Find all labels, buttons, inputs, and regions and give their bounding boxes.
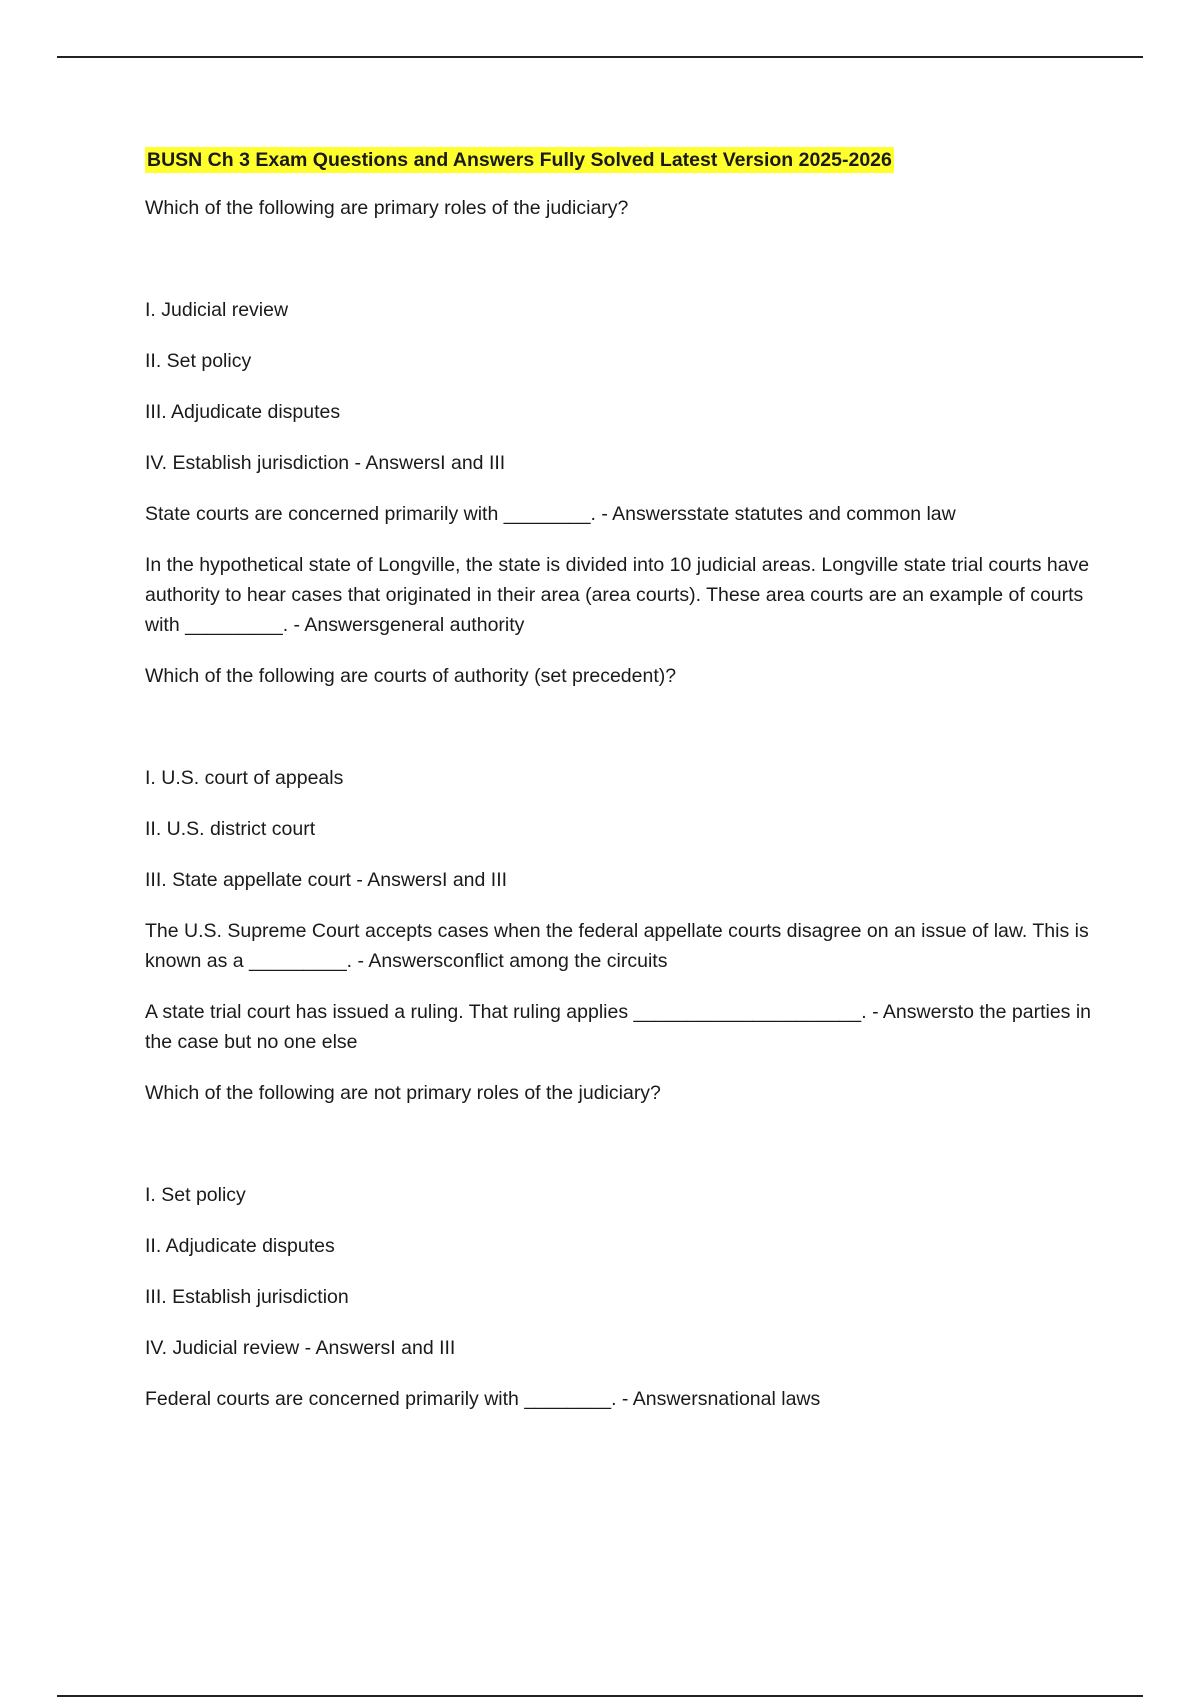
document-body <box>145 145 1095 1435</box>
answer-option: IV. Judicial review - AnswersI and III <box>145 1337 456 1359</box>
answer-option: II. Adjudicate disputes <box>145 1235 335 1257</box>
question-text: The U.S. Supreme Court accepts cases when the federal appellate courts disagree on an issue of law. This is known as a _________. - Answersconflict among the circuits <box>145 920 1089 972</box>
answer-option: IV. Establish jurisdiction - AnswersI and III <box>145 452 506 474</box>
answer-option: II. Set policy <box>145 350 252 372</box>
answer-option: I. U.S. court of appeals <box>145 767 344 789</box>
question-text: Which of the following are not primary roles of the judiciary? <box>145 1082 661 1104</box>
question-text: A state trial court has issued a ruling. That ruling applies _____________________. - Answersto the parties in the case but no one else <box>145 1001 1092 1053</box>
header-rule <box>57 56 1143 58</box>
question-text: State courts are concerned primarily with ________. - Answersstate statutes and common law <box>145 503 956 525</box>
answer-option: III. Establish jurisdiction <box>145 1286 349 1308</box>
answer-option: I. Judicial review <box>145 299 289 321</box>
question-text: Which of the following are courts of authority (set precedent)? <box>145 665 677 687</box>
question-text: Which of the following are primary roles of the judiciary? <box>145 197 629 219</box>
answer-option: II. U.S. district court <box>145 818 316 840</box>
footer-rule <box>57 1695 1143 1697</box>
document-title-wrap <box>145 145 1095 193</box>
document-title: BUSN Ch 3 Exam Questions and Answers Fully Solved Latest Version 2025-2026 <box>147 149 892 171</box>
answer-option: III. State appellate court - AnswersI and III <box>145 869 508 891</box>
answer-option: I. Set policy <box>145 1184 246 1206</box>
answer-option: III. Adjudicate disputes <box>145 401 341 423</box>
question-text: In the hypothetical state of Longville, the state is divided into 10 judicial areas. Longville state trial courts have authority to hear cases that originated in their area (area courts). These area courts are an example of courts with _________. - Answersgeneral authority <box>145 554 1090 636</box>
question-text: Federal courts are concerned primarily with ________. - Answersnational laws <box>145 1388 821 1410</box>
